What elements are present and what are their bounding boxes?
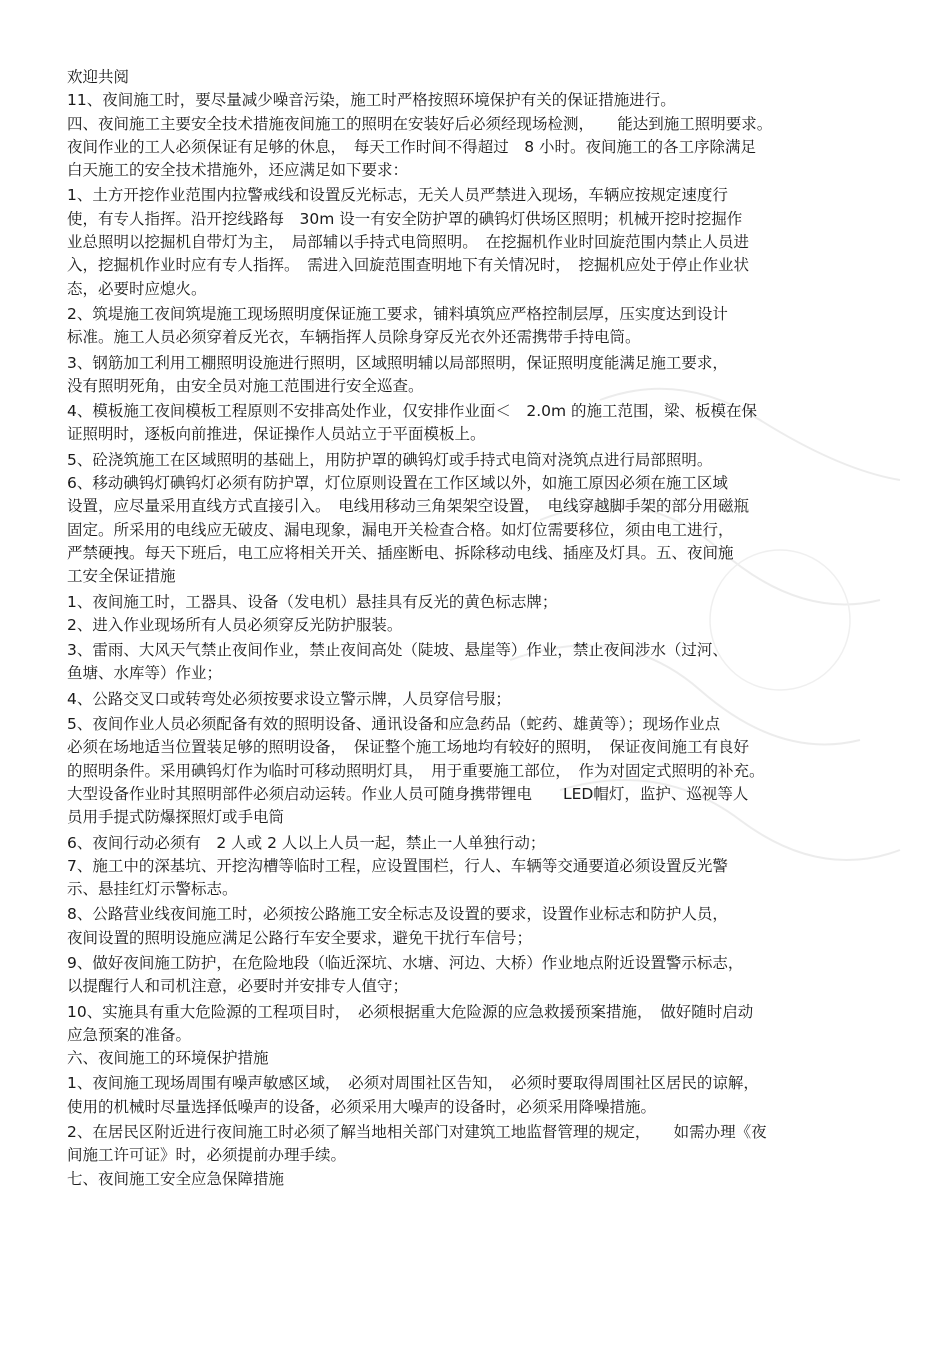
- text-line: 夜间设置的照明设施应满足公路行车安全要求，避免干扰行车信号；: [67, 928, 533, 947]
- text-line: 使，有专人指挥。沿开挖线路每 30m 设一有安全防护罩的碘钨灯供场区照明；机械开挖时挖掘作: [67, 209, 743, 228]
- text-line: 应急预案的准备。: [67, 1025, 192, 1044]
- text-line: 2、筑堤施工夜间筑堤施工现场照明度保证施工要求，铺料填筑应严格控制层厚，压实度达到设计: [67, 304, 728, 323]
- text-line: 严禁硬拽。每天下班后，电工应将相关开关、插座断电、拆除移动电线、插座及灯具。五、夜间施: [67, 543, 734, 562]
- text-line: 白天施工的安全技术措施外，还应满足如下要求：: [67, 161, 409, 180]
- text-line: 夜间作业的工人必须保证有足够的休息， 每天工作时间不得超过 8 小时。夜间施工的各工序除满足: [67, 137, 757, 156]
- text-line: 使用的机械时尽量选择低噪声的设备，必须采用大噪声的设备时，必须采用降噪措施。: [67, 1097, 657, 1116]
- text-line: 的照明条件。采用碘钨灯作为临时可移动照明灯具， 用于重要施工部位， 作为对固定式照明的补充。: [67, 761, 765, 780]
- text-line: 设置，应尽量采用直线方式直接引入。 电线用移动三角架架空设置， 电线穿越脚手架的部分用磁瓶: [67, 497, 750, 516]
- text-line: 6、移动碘钨灯碘钨灯必须有防护罩，灯位原则设置在工作区域以外，如施工原因必须在施工区域: [67, 474, 728, 493]
- text-line: 业总照明以挖掘机自带灯为主， 局部辅以手持式电筒照明。 在挖掘机作业时回旋范围内禁止人员进: [67, 233, 750, 252]
- text-line: 3、钢筋加工利用工棚照明设施进行照明，区域照明辅以局部照明，保证照明度能满足施工要求，: [67, 353, 728, 372]
- text-line: 1、夜间施工现场周围有噪声敏感区域， 必须对周围社区告知， 必须时要取得周围社区居民的谅解，: [67, 1074, 759, 1093]
- text-line: 固定。所采用的电线应无破皮、漏电现象，漏电开关检查合格。如灯位需要移位，须由电工进行，: [67, 520, 734, 539]
- text-line: 态，必要时应熄火。: [67, 279, 207, 298]
- text-line: 4、模板施工夜间模板工程原则不安排高处作业，仅安排作业面＜ 2.0m 的施工范围，梁、板模在保: [67, 402, 758, 421]
- document-body: [67, 66, 882, 1191]
- text-line: 11、夜间施工时，要尽量减少噪音污染，施工时严格按照环境保护有关的保证措施进行。: [67, 91, 676, 110]
- text-line: 示、悬挂红灯示警标志。: [67, 880, 238, 899]
- text-line: 四、夜间施工主要安全技术措施夜间施工的照明在安装好后必须经现场检测， 能达到施工照明要求。: [67, 114, 773, 133]
- text-line: 工安全保证措施: [67, 567, 176, 586]
- text-line: 证照明时，逐板向前推进，保证操作人员站立于平面模板上。: [67, 425, 486, 444]
- text-line: 必须在场地适当位置装足够的照明设备， 保证整个施工场地均有较好的照明， 保证夜间施工有良好: [67, 738, 750, 757]
- text-line: 2、进入作业现场所有人员必须穿反光防护服装。: [67, 615, 403, 634]
- text-line: 以提醒行人和司机注意，必要时并安排专人值守；: [67, 977, 409, 996]
- text-line: 1、夜间施工时，工器具、设备（发电机）悬挂具有反光的黄色标志牌；: [67, 592, 558, 611]
- text-line: 欢迎共阅: [67, 68, 130, 86]
- text-line: 1、土方开挖作业范围内拉警戒线和设置反光标志，无关人员严禁进入现场，车辆应按规定速度行: [67, 186, 728, 205]
- text-line: 六、夜间施工的环境保护措施: [67, 1049, 269, 1068]
- text-line: 间施工许可证》时，必须提前办理手续。: [67, 1146, 347, 1165]
- text-line: 员用手提式防爆探照灯或手电筒: [67, 808, 285, 827]
- text-line: 7、施工中的深基坑、开挖沟槽等临时工程，应设置围栏，行人、车辆等交通要道必须设置反光警: [67, 856, 728, 875]
- text-line: 3、雷雨、大风天气禁止夜间作业，禁止夜间高处（陡坡、悬崖等）作业，禁止夜间涉水（过河、: [67, 641, 728, 660]
- text-line: 5、夜间作业人员必须配备有效的照明设备、通讯设备和应急药品（蛇药、雄黄等）；现场作业点: [67, 715, 721, 734]
- text-line: 鱼塘、水库等）作业；: [67, 664, 223, 683]
- text-line: 5、砼浇筑施工在区域照明的基础上，用防护罩的碘钨灯或手持式电筒对浇筑点进行局部照明。: [67, 450, 713, 469]
- text-line: 6、夜间行动必须有 2 人或 2 人以上人员一起，禁止一人单独行动；: [67, 833, 546, 852]
- text-line: 标准。施工人员必须穿着反光衣，车辆指挥人员除身穿反光衣外还需携带手持电筒。: [67, 328, 641, 347]
- text-line: 2、在居民区附近进行夜间施工时必须了解当地相关部门对建筑工地监督管理的规定， 如需办理《夜: [67, 1123, 767, 1142]
- text-line: 大型设备作业时其照明部件必须启动运转。作业人员可随身携带锂电 LED帽灯，监护、巡视等人: [67, 784, 749, 803]
- text-line: 没有照明死角，由安全员对施工范围进行安全巡查。: [67, 376, 424, 395]
- text-line: 七、夜间施工安全应急保障措施: [67, 1169, 285, 1188]
- text-line: 8、公路营业线夜间施工时，必须按公路施工安全标志及设置的要求，设置作业标志和防护人员，: [67, 905, 728, 924]
- text-line: 9、做好夜间施工防护，在危险地段（临近深坑、水塘、河边、大桥）作业地点附近设置警示标志，: [67, 953, 744, 972]
- text-line: 入，挖掘机作业时应有专人指挥。 需进入回旋范围查明地下有关情况时， 挖掘机应处于停止作业状: [67, 256, 750, 275]
- text-line: 10、实施具有重大危险源的工程项目时， 必须根据重大危险源的应急救援预案措施， 做好随时启动: [67, 1002, 754, 1021]
- text-line: 4、公路交叉口或转弯处必须按要求设立警示牌，人员穿信号服；: [67, 689, 511, 708]
